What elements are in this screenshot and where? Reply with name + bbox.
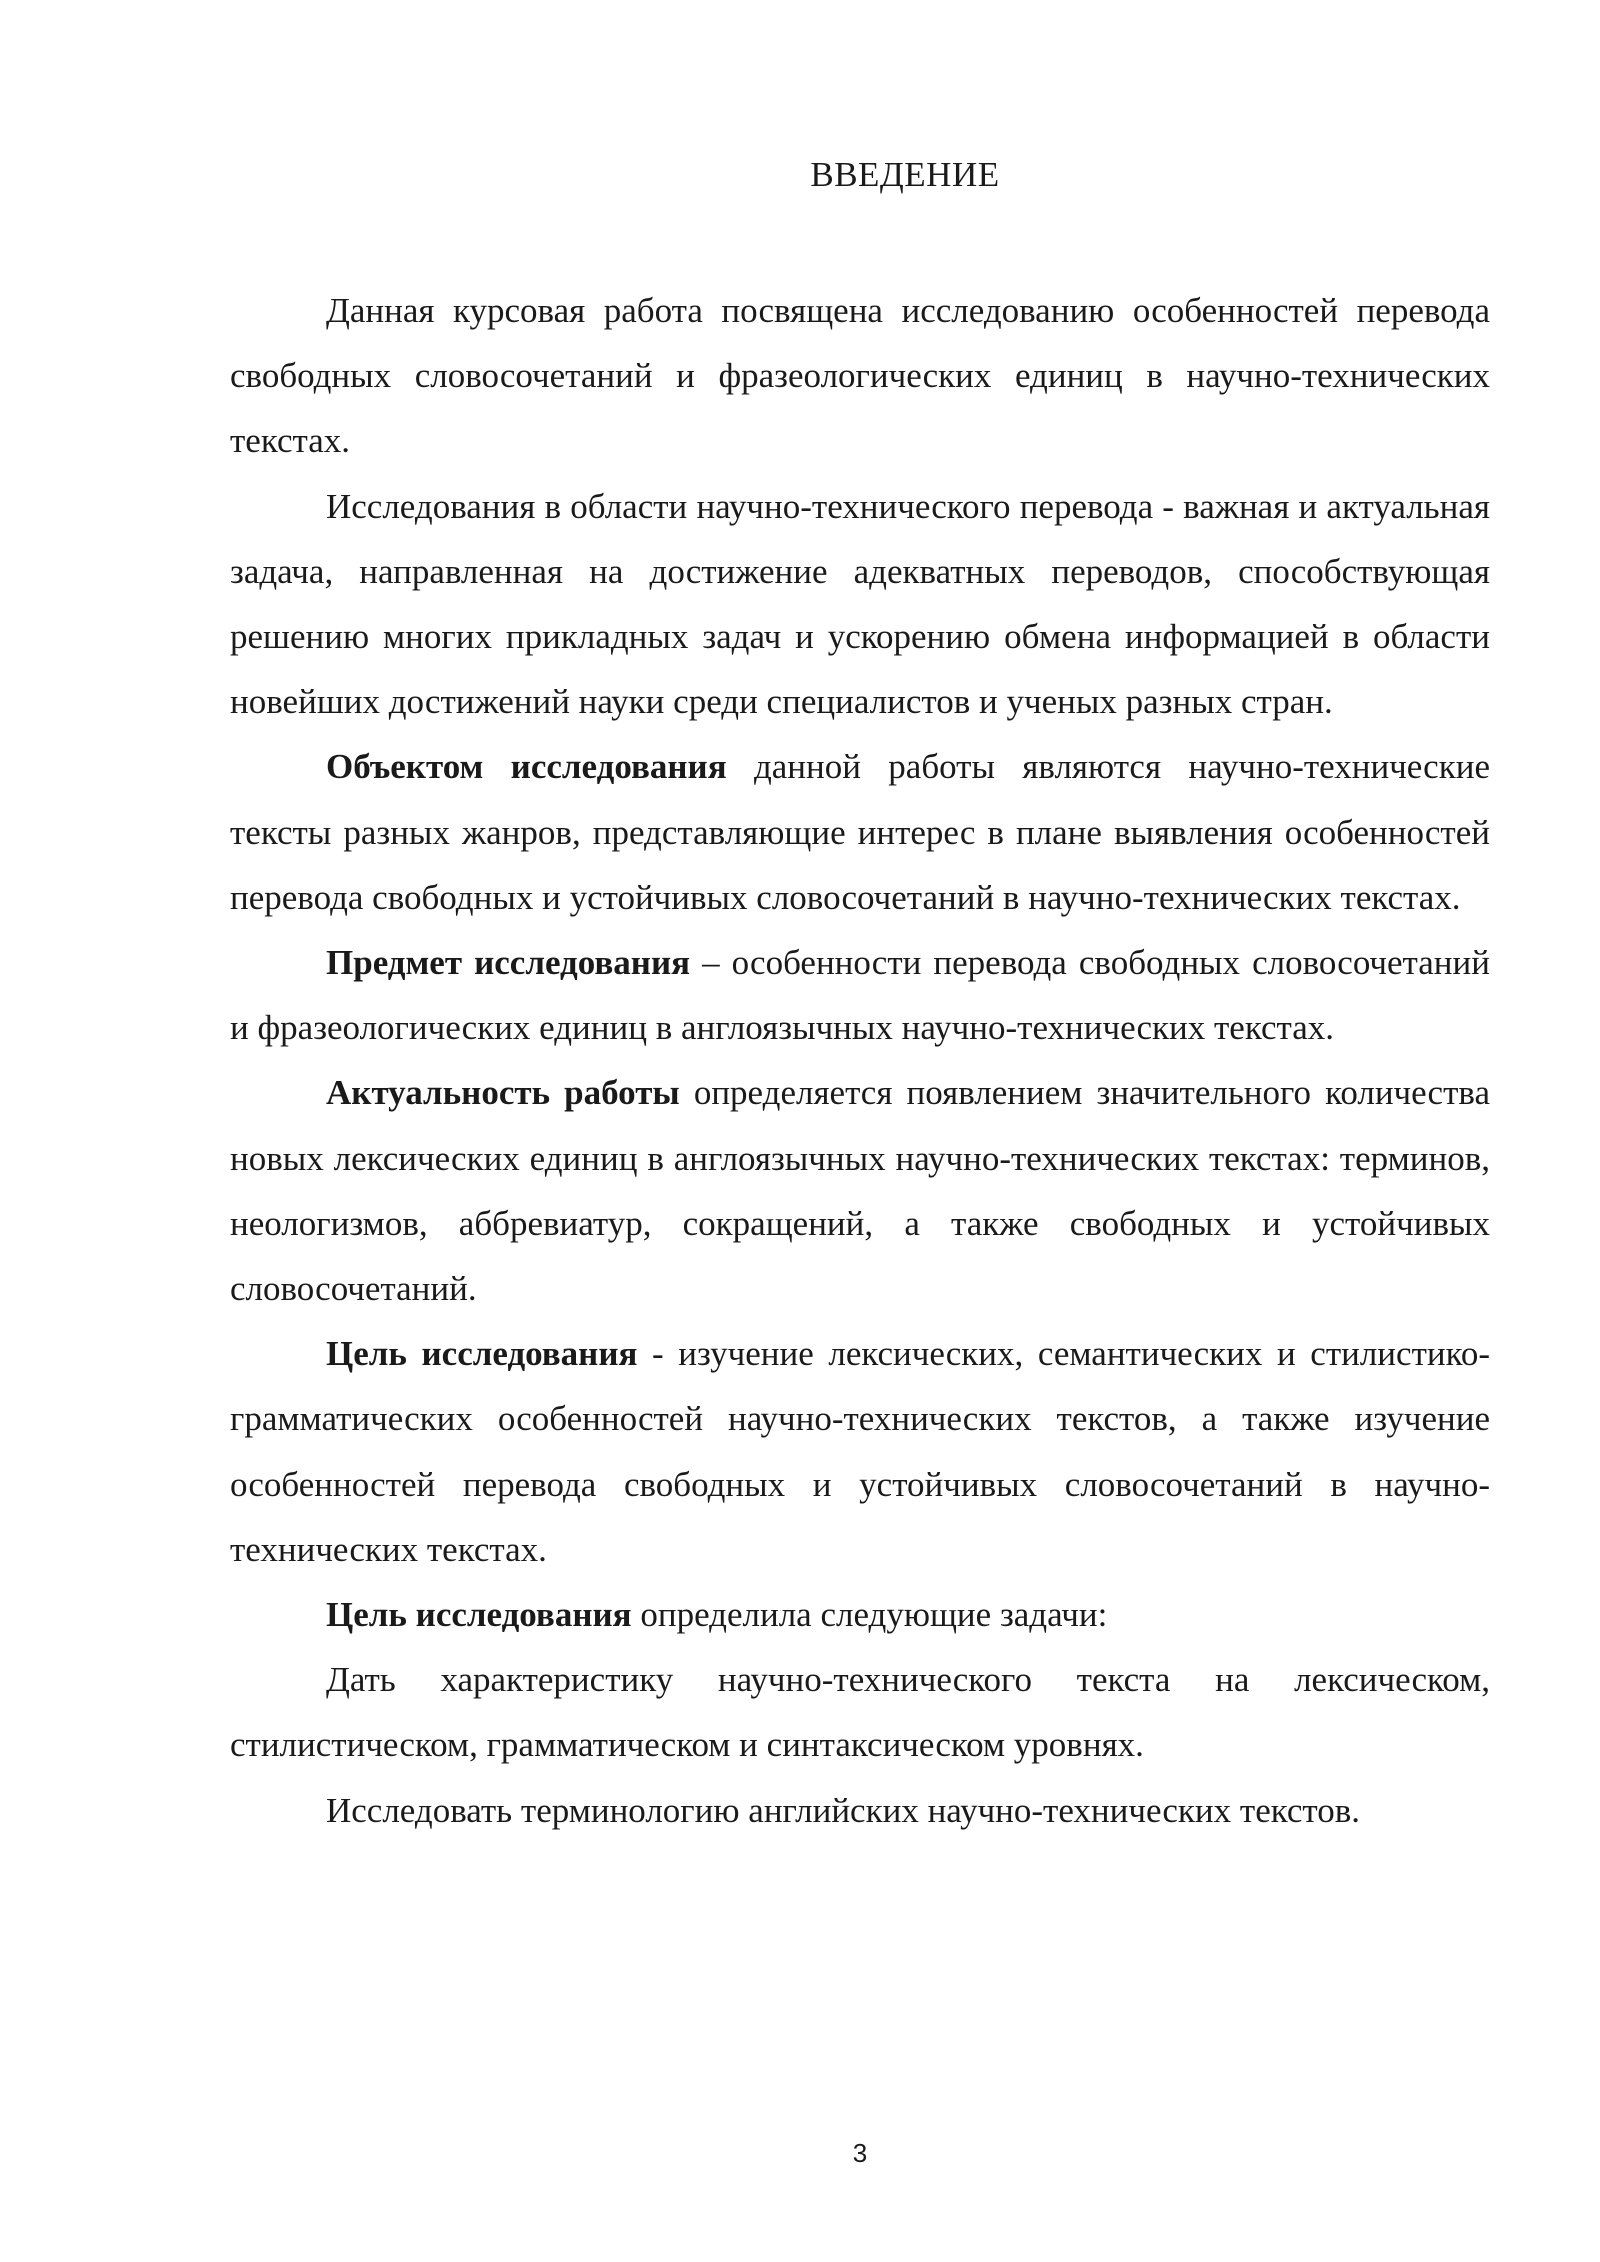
paragraph-lead: Объектом исследования	[326, 747, 727, 787]
paragraph-text: Данная курсовая работа посвящена исследованию особенностей перевода свободных словосочетаний и фразеологических единиц в научно-технических текстах.	[230, 291, 1490, 461]
paragraph	[230, 930, 1490, 1060]
paragraph-text: Дать характеристику научно-технического текста на лексическом, стилистическом, грамматическом и синтаксическом уровнях.	[230, 1660, 1490, 1765]
paragraph-text: данной работы являются научно-технические тексты разных жанров, представляющие интерес в плане выявления особенностей перевода свободных и устойчивых словосочетаний в научно-технических текстах.	[230, 747, 1490, 917]
body-text	[230, 278, 1490, 1843]
paragraph-lead: Цель исследования	[326, 1595, 632, 1635]
paragraph-text: определила следующие задачи:	[631, 1595, 1108, 1635]
paragraph	[230, 1321, 1490, 1582]
page-title: ВВЕДЕНИЕ	[810, 155, 1000, 194]
paragraph	[230, 1582, 1490, 1647]
paragraph	[230, 1778, 1490, 1843]
paragraph	[230, 1647, 1490, 1777]
paragraph	[230, 474, 1490, 735]
paragraph-text: Исследования в области научно-технического перевода - важная и актуальная задача, направленная на достижение адекватных переводов, способствующая решению многих прикладных задач и ускорению обмена информацией в области новейших достижений науки среди специалистов и ученых разных стран.	[230, 486, 1490, 722]
paragraph	[230, 1060, 1490, 1321]
paragraph-text: Исследовать терминологию английских научно-технических текстов.	[326, 1790, 1361, 1830]
paragraph-text: - изучение лексических, семантических и стилистико-грамматических особенностей научно-технических текстов, а также изучение особенностей перевода свободных и устойчивых словосочетаний в научно-технических текстах.	[230, 1334, 1490, 1569]
paragraph-text: определяется появлением значительного количества новых лексических единиц в англоязычных научно-технических текстах: терминов, неологизмов, аббревиатур, сокращений, а также свободных и устойчивых словосочетаний.	[230, 1073, 1490, 1309]
paragraph-lead: Цель исследования	[326, 1334, 638, 1374]
paragraph-lead: Актуальность работы	[326, 1073, 680, 1113]
paragraph	[230, 278, 1490, 474]
paragraph	[230, 734, 1490, 930]
page-number: 3	[852, 2138, 868, 2168]
paragraph-text: – особенности перевода свободных словосочетаний и фразеологических единиц в англоязычных научно-технических текстах.	[230, 943, 1490, 1048]
paragraph-lead: Предмет исследования	[326, 943, 691, 983]
